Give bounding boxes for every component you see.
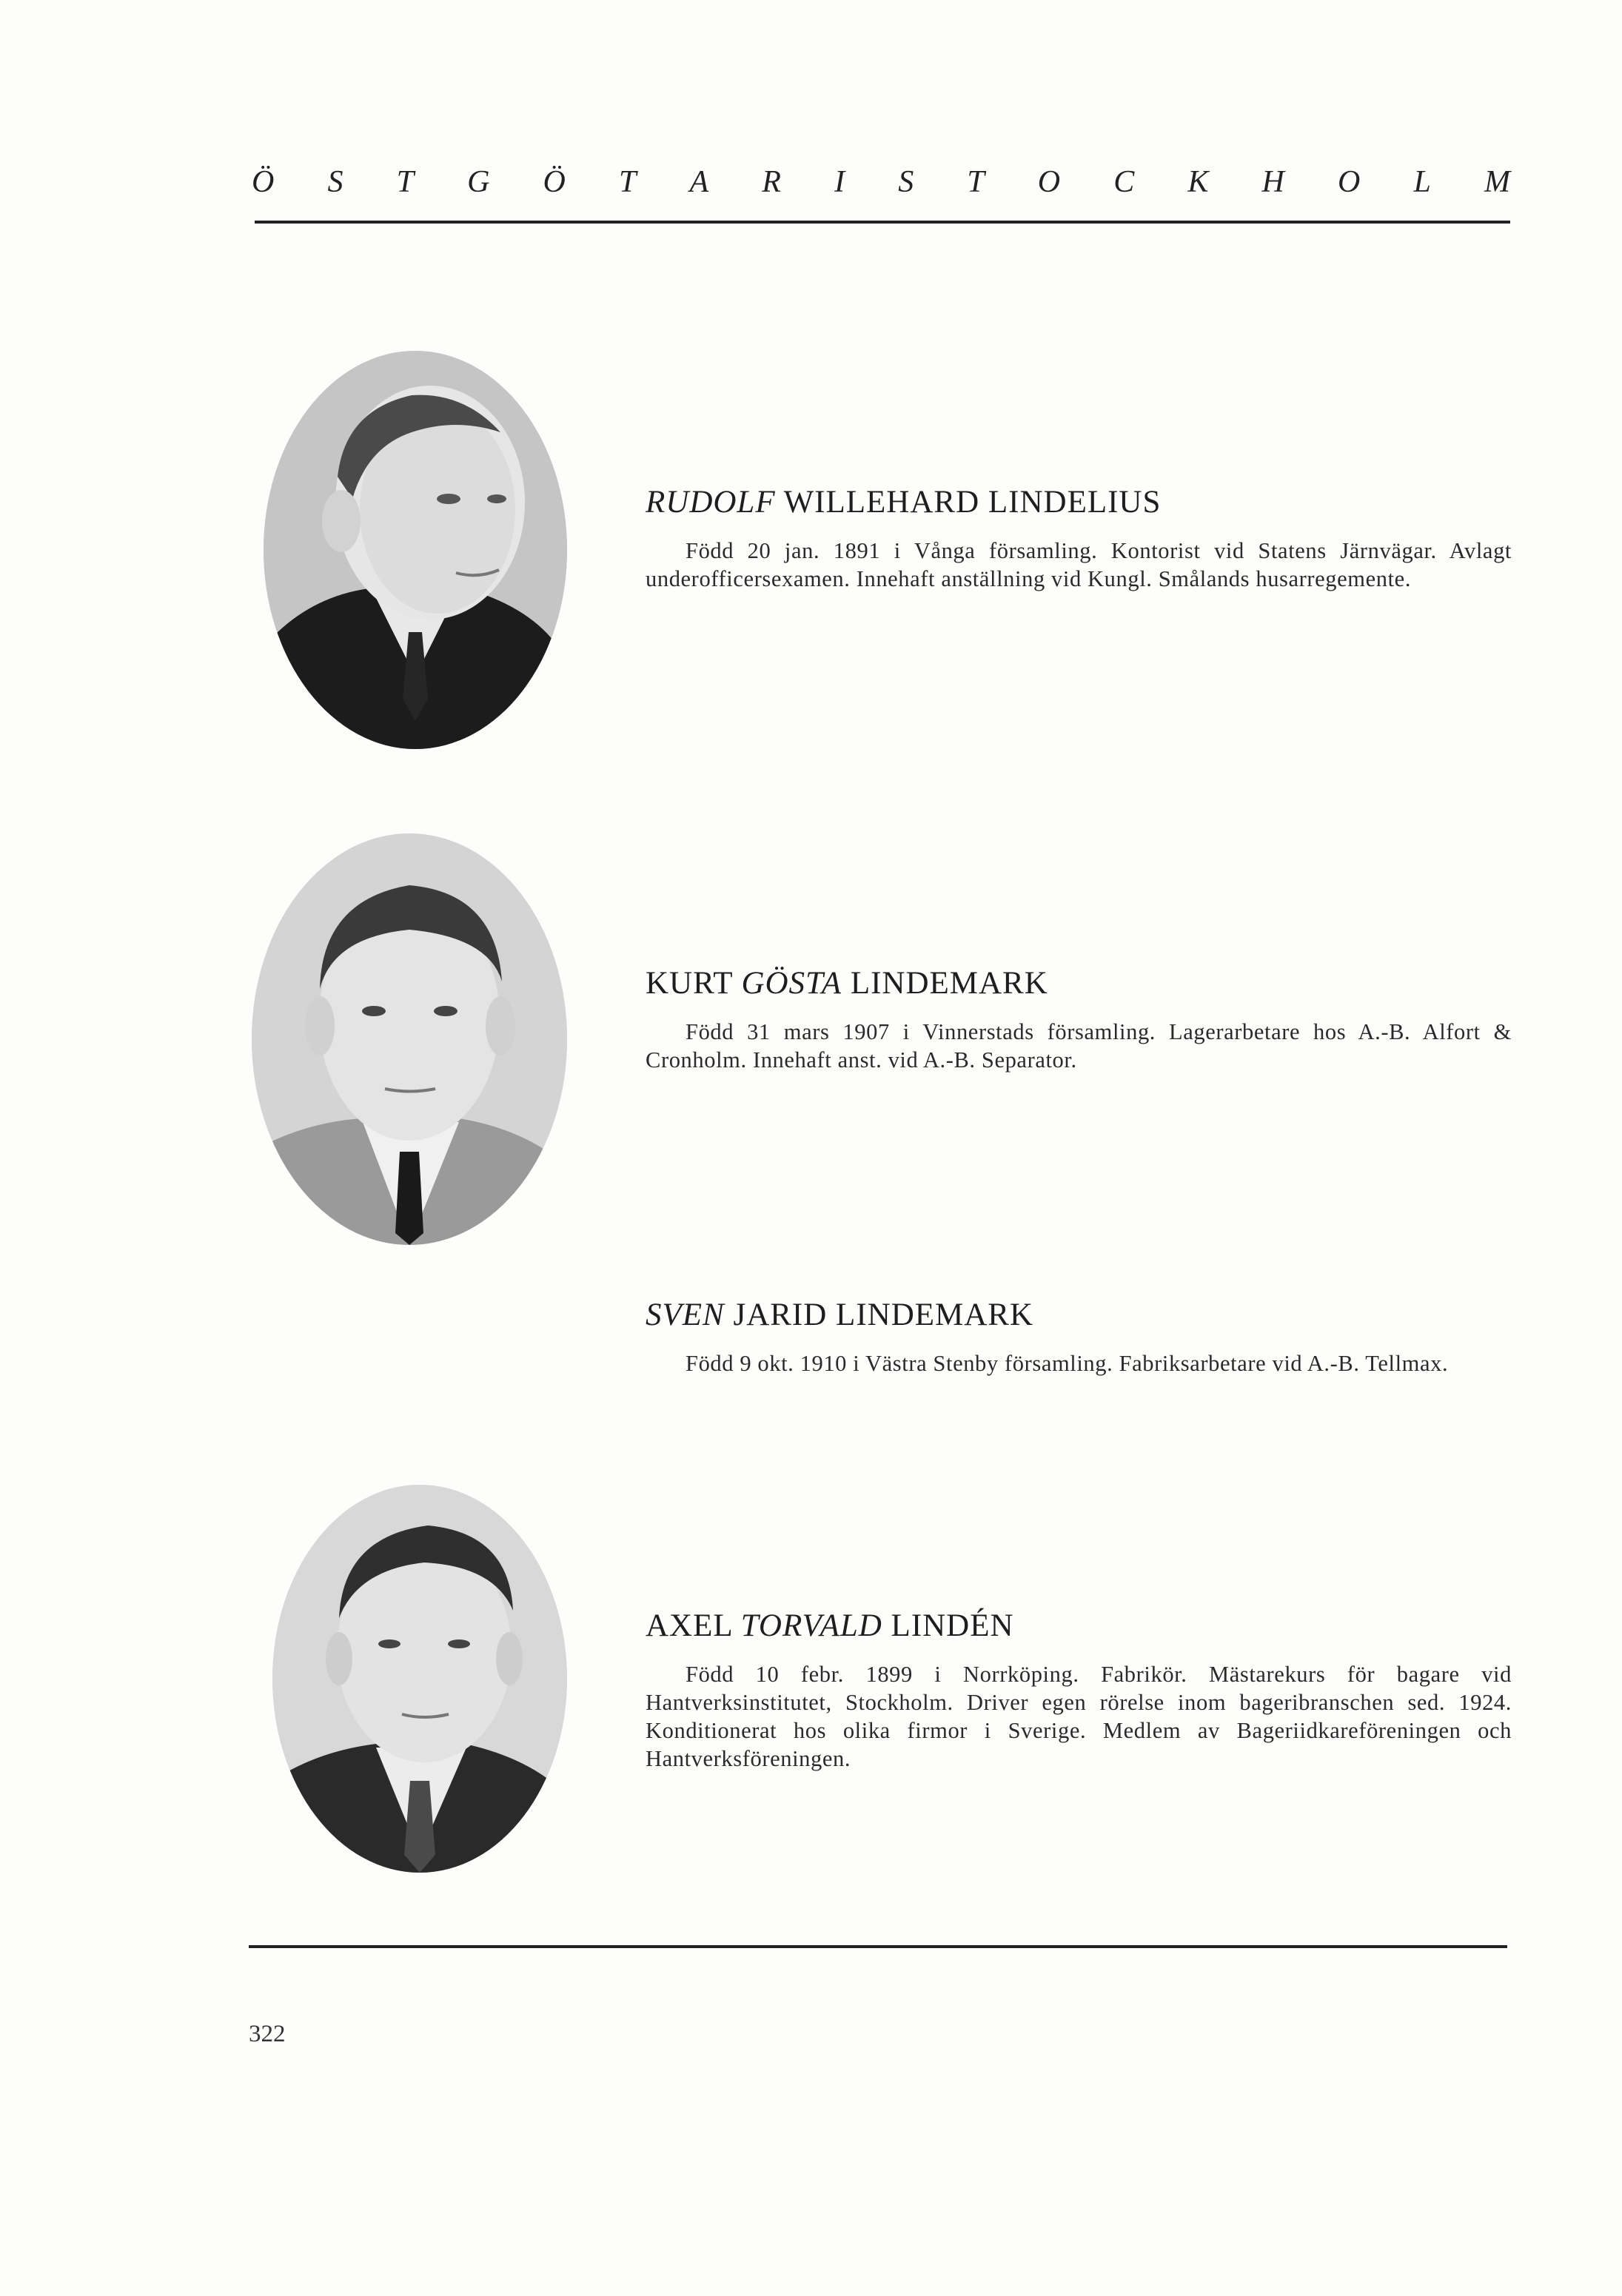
portrait-rudolf-lindelius: [264, 351, 567, 749]
running-head-letter: A: [689, 165, 709, 199]
running-head-letter: H: [1261, 165, 1284, 199]
entry-bio: Född 20 jan. 1891 i Vånga församling. Kontorist vid Statens Järnvägar. Avlagt underofficersexamen. Innehaft anställning vid Kungl. Smålands husarregemente.: [646, 538, 1512, 591]
header-rule: [255, 221, 1510, 224]
entry-sven-lindemark: [646, 1297, 1512, 1377]
entry-name-italic-part: SVEN: [646, 1298, 725, 1332]
running-head-letter: Ö: [252, 165, 275, 199]
running-head-letter: S: [898, 165, 914, 199]
entry-name-part: WILLEHARD LINDELIUS: [775, 485, 1162, 520]
entry-name: [646, 484, 1512, 520]
portrait-axel-linden: [272, 1485, 567, 1873]
running-head-letter: L: [1413, 165, 1431, 199]
entry-name-part: JARID LINDEMARK: [724, 1298, 1034, 1332]
running-head-letter: O: [1338, 165, 1361, 199]
portrait-kurt-lindemark: [252, 833, 567, 1245]
entry-kurt-lindemark: [646, 965, 1512, 1074]
running-head-letter: Ö: [543, 165, 566, 199]
running-head-letter: O: [1037, 165, 1061, 199]
running-head: [252, 164, 1510, 200]
entry-name-italic-part: TORVALD: [740, 1608, 882, 1643]
entry-name-part: AXEL: [646, 1608, 741, 1643]
running-head-letter: S: [327, 165, 343, 199]
entry-name-italic-part: GÖSTA: [741, 966, 842, 1001]
running-head-letter: G: [467, 165, 490, 199]
entry-name-italic-part: RUDOLF: [646, 485, 776, 520]
entry-name: [646, 1297, 1512, 1333]
running-head-letter: I: [834, 165, 845, 199]
entry-axel-linden: [646, 1608, 1512, 1773]
running-head-letter: T: [619, 165, 637, 199]
running-head-letter: T: [967, 165, 985, 199]
page-number: 322: [249, 2021, 286, 2047]
running-head-letter: M: [1484, 165, 1510, 199]
footer-rule: [249, 1945, 1507, 1948]
entry-rudolf-lindelius: [646, 484, 1512, 593]
running-head-letter: C: [1113, 165, 1135, 199]
entry-name: [646, 965, 1512, 1001]
running-head-letter: R: [762, 165, 781, 199]
entry-bio: Född 9 okt. 1910 i Västra Stenby församling. Fabriksarbetare vid A.-B. Tellmax.: [686, 1351, 1449, 1376]
entry-bio: Född 31 mars 1907 i Vinnerstads församling. Lagerarbetare hos A.-B. Alfort & Cronholm. Innehaft anst. vid A.-B. Separator.: [646, 1019, 1512, 1073]
entry-bio: Född 10 febr. 1899 i Norrköping. Fabrikör. Mästarekurs för bagare vid Hantverksinstitutet, Stockholm. Driver egen rörelse inom bageribranschen sed. 1924. Konditionerat hos olika firmor i Sverige. Medlem av Bageriidkareföreningen och Hantverksföreningen.: [646, 1662, 1512, 1771]
entry-name-part: KURT: [646, 966, 742, 1001]
entry-name-part: LINDÉN: [882, 1608, 1014, 1643]
running-head-letter: T: [396, 165, 414, 199]
entry-name: [646, 1608, 1512, 1644]
running-head-letter: K: [1187, 165, 1209, 199]
entry-name-part: LINDEMARK: [842, 966, 1048, 1001]
